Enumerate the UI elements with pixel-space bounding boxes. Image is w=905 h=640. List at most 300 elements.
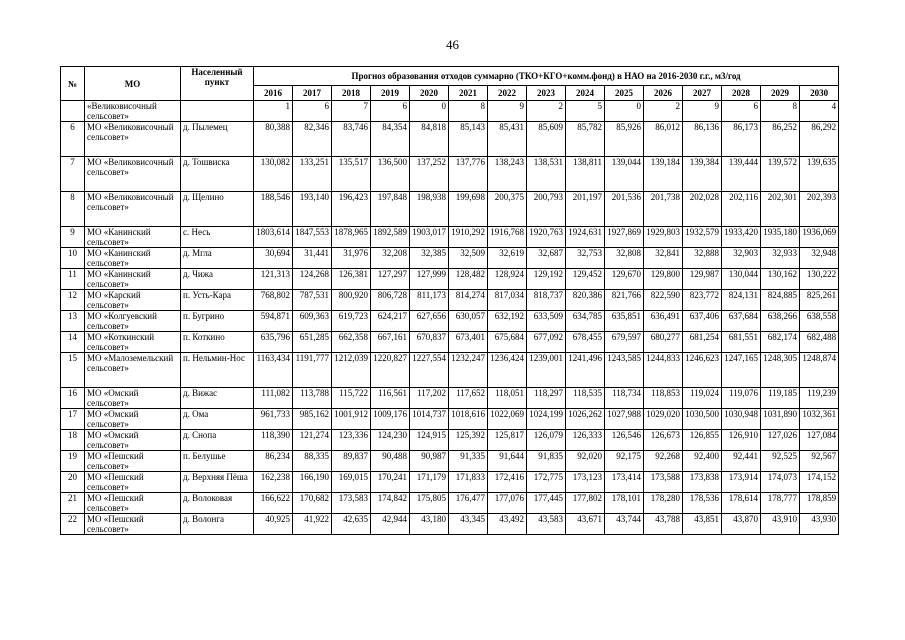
value-cell: 121,313 [254,269,293,290]
value-cell: 0 [605,101,644,122]
value-cell: 821,766 [605,290,644,311]
value-cell: 635,851 [605,311,644,332]
row-number: 14 [61,332,85,353]
value-cell: 1244,833 [644,353,683,388]
value-cell: 6 [722,101,761,122]
value-cell: 1212,039 [332,353,371,388]
value-cell: 127,999 [410,269,449,290]
value-cell: 126,546 [605,430,644,451]
value-cell: 817,034 [488,290,527,311]
value-cell: 126,381 [332,269,371,290]
value-cell: 84,354 [371,122,410,157]
value-cell: 31,976 [332,248,371,269]
locality-cell: д. Щелино [181,192,254,227]
value-cell: 178,280 [644,493,683,514]
value-cell: 679,597 [605,332,644,353]
table-row [61,353,839,388]
value-cell: 43,851 [683,514,722,535]
value-cell: 0 [410,101,449,122]
value-cell: 133,251 [293,157,332,192]
value-cell: 166,622 [254,493,293,514]
value-cell: 1935,180 [761,227,800,248]
value-cell: 124,268 [293,269,332,290]
value-cell: 173,914 [722,472,761,493]
value-cell: 1 [254,101,293,122]
value-cell: 90,987 [410,451,449,472]
value-cell: 139,184 [644,157,683,192]
value-cell: 677,092 [527,332,566,353]
locality-cell: п. Коткино [181,332,254,353]
value-cell: 86,252 [761,122,800,157]
value-cell: 88,335 [293,451,332,472]
year-header: 2028 [722,86,761,101]
value-cell: 89,837 [332,451,371,472]
value-cell: 818,737 [527,290,566,311]
value-cell: 32,948 [800,248,839,269]
value-cell: 115,722 [332,388,371,409]
column-header-forecast: Прогноз образования отходов суммарно (ТКО+КГО+комм.фонд) в НАО на 2016-2030 г.г., м3/год [254,67,839,86]
table-row [61,192,839,227]
value-cell: 176,477 [449,493,488,514]
value-cell: 125,392 [449,430,488,451]
year-header: 2029 [761,86,800,101]
municipality-cell: МО «Пешский сельсовет» [85,451,181,472]
value-cell: 129,192 [527,269,566,290]
municipality-cell: МО «Омский сельсовет» [85,430,181,451]
value-cell: 129,452 [566,269,605,290]
municipality-cell: МО «Великовисочный сельсовет» [85,157,181,192]
year-header: 2019 [371,86,410,101]
value-cell: 1018,616 [449,409,488,430]
value-cell: 177,076 [488,493,527,514]
value-cell: 80,388 [254,122,293,157]
value-cell: 32,933 [761,248,800,269]
value-cell: 128,482 [449,269,488,290]
value-cell: 130,222 [800,269,839,290]
table-row [61,472,839,493]
value-cell: 91,644 [488,451,527,472]
value-cell: 201,738 [644,192,683,227]
value-cell: 5 [566,101,605,122]
locality-cell: п. Бугрино [181,311,254,332]
value-cell: 86,173 [722,122,761,157]
row-number: 13 [61,311,85,332]
locality-cell: п. Усть-Кара [181,290,254,311]
value-cell: 637,406 [683,311,722,332]
value-cell: 1241,496 [566,353,605,388]
value-cell: 171,179 [410,472,449,493]
value-cell: 681,551 [722,332,761,353]
table-row [61,157,839,192]
value-cell: 43,492 [488,514,527,535]
value-cell: 138,531 [527,157,566,192]
value-cell: 820,386 [566,290,605,311]
value-cell: 91,835 [527,451,566,472]
value-cell: 811,173 [410,290,449,311]
value-cell: 92,400 [683,451,722,472]
value-cell: 169,015 [332,472,371,493]
value-cell: 32,509 [449,248,488,269]
value-cell: 1026,262 [566,409,605,430]
year-header: 2026 [644,86,683,101]
value-cell: 32,385 [410,248,449,269]
value-cell: 83,746 [332,122,371,157]
value-cell: 84,818 [410,122,449,157]
value-cell: 139,635 [800,157,839,192]
value-cell: 130,162 [761,269,800,290]
value-cell: 41,922 [293,514,332,535]
value-cell: 43,788 [644,514,683,535]
value-cell: 126,333 [566,430,605,451]
value-cell: 174,073 [761,472,800,493]
value-cell: 171,833 [449,472,488,493]
value-cell: 85,143 [449,122,488,157]
year-header: 2016 [254,86,293,101]
row-number: 10 [61,248,85,269]
table-row [61,122,839,157]
value-cell: 127,026 [761,430,800,451]
value-cell: 7 [332,101,371,122]
municipality-cell: МО «Омский сельсовет» [85,409,181,430]
value-cell: 170,682 [293,493,332,514]
value-cell: 85,782 [566,122,605,157]
value-cell: 40,925 [254,514,293,535]
value-cell: 173,588 [644,472,683,493]
value-cell: 201,536 [605,192,644,227]
value-cell: 1932,579 [683,227,722,248]
value-cell: 823,772 [683,290,722,311]
value-cell: 92,441 [722,451,761,472]
value-cell: 1191,777 [293,353,332,388]
value-cell: 32,888 [683,248,722,269]
table-row [61,430,839,451]
column-header-mo: МО [85,67,181,101]
value-cell: 86,012 [644,122,683,157]
value-cell: 1014,737 [410,409,449,430]
value-cell: 162,238 [254,472,293,493]
value-cell: 32,753 [566,248,605,269]
value-cell: 119,076 [722,388,761,409]
row-number: 17 [61,409,85,430]
locality-cell: д. Мгла [181,248,254,269]
table-row [61,332,839,353]
value-cell: 1929,803 [644,227,683,248]
locality-cell: д. Чижа [181,269,254,290]
value-cell: 681,254 [683,332,722,353]
value-cell: 32,619 [488,248,527,269]
value-cell: 174,152 [800,472,839,493]
value-cell: 619,723 [332,311,371,332]
value-cell: 2 [527,101,566,122]
value-cell: 129,800 [644,269,683,290]
value-cell: 124,915 [410,430,449,451]
locality-cell: п. Нельмин-Нос [181,353,254,388]
municipality-cell: «Великовисочный сельсовет» [85,101,181,122]
year-header: 2017 [293,86,332,101]
value-cell: 139,444 [722,157,761,192]
value-cell: 624,217 [371,311,410,332]
value-cell: 178,777 [761,493,800,514]
value-cell: 43,870 [722,514,761,535]
value-cell: 202,028 [683,192,722,227]
value-cell: 594,871 [254,311,293,332]
value-cell: 8 [449,101,488,122]
value-cell: 135,517 [332,157,371,192]
value-cell: 128,924 [488,269,527,290]
value-cell: 633,509 [527,311,566,332]
value-cell: 1247,165 [722,353,761,388]
value-cell: 116,561 [371,388,410,409]
row-number: 18 [61,430,85,451]
value-cell: 138,243 [488,157,527,192]
value-cell: 662,358 [332,332,371,353]
value-cell: 118,853 [644,388,683,409]
year-header: 2023 [527,86,566,101]
value-cell: 4 [800,101,839,122]
value-cell: 136,500 [371,157,410,192]
value-cell: 1022,069 [488,409,527,430]
locality-cell: д. Снопа [181,430,254,451]
value-cell: 90,488 [371,451,410,472]
value-cell: 30,694 [254,248,293,269]
table-row [61,248,839,269]
value-cell: 1024,199 [527,409,566,430]
value-cell: 119,185 [761,388,800,409]
value-cell: 8 [761,101,800,122]
locality-cell: п. Белушье [181,451,254,472]
municipality-cell: МО «Пешский сельсовет» [85,472,181,493]
value-cell: 1029,020 [644,409,683,430]
value-cell: 680,277 [644,332,683,353]
value-cell: 6 [293,101,332,122]
year-header: 2020 [410,86,449,101]
value-cell: 6 [371,101,410,122]
value-cell: 200,793 [527,192,566,227]
value-cell: 178,614 [722,493,761,514]
value-cell: 42,635 [332,514,371,535]
value-cell: 188,546 [254,192,293,227]
value-cell: 178,101 [605,493,644,514]
value-cell: 92,020 [566,451,605,472]
locality-cell: д. Ома [181,409,254,430]
value-cell: 43,583 [527,514,566,535]
municipality-cell: МО «Пешский сельсовет» [85,493,181,514]
value-cell: 787,531 [293,290,332,311]
row-number: 12 [61,290,85,311]
value-cell: 636,491 [644,311,683,332]
row-number: 15 [61,353,85,388]
value-cell: 1236,424 [488,353,527,388]
value-cell: 137,252 [410,157,449,192]
value-cell: 822,590 [644,290,683,311]
locality-cell: д. Пылемец [181,122,254,157]
value-cell: 170,241 [371,472,410,493]
value-cell: 9 [683,101,722,122]
value-cell: 1910,292 [449,227,488,248]
municipality-cell: МО «Карский сельсовет» [85,290,181,311]
column-header-locality: Населенный пункт [181,67,254,101]
page-number: 46 [446,37,459,52]
value-cell: 678,455 [566,332,605,353]
value-cell: 675,684 [488,332,527,353]
year-header: 2021 [449,86,488,101]
municipality-cell: МО «Канинский сельсовет» [85,227,181,248]
row-number: 16 [61,388,85,409]
value-cell: 1032,361 [800,409,839,430]
value-cell: 1001,912 [332,409,371,430]
value-cell: 1232,247 [449,353,488,388]
value-cell: 113,788 [293,388,332,409]
row-number: 7 [61,157,85,192]
value-cell: 118,297 [527,388,566,409]
row-number: 22 [61,514,85,535]
value-cell: 824,131 [722,290,761,311]
value-cell: 651,285 [293,332,332,353]
value-cell: 173,123 [566,472,605,493]
municipality-cell: МО «Великовисочный сельсовет» [85,122,181,157]
value-cell: 670,837 [410,332,449,353]
locality-cell: д. Вижас [181,388,254,409]
value-cell: 129,987 [683,269,722,290]
row-number: 20 [61,472,85,493]
column-header-number: № [61,67,85,101]
table-row [61,451,839,472]
value-cell: 1933,420 [722,227,761,248]
row-number: 21 [61,493,85,514]
value-cell: 32,808 [605,248,644,269]
value-cell: 86,136 [683,122,722,157]
value-cell: 92,567 [800,451,839,472]
value-cell: 139,572 [761,157,800,192]
value-cell: 630,057 [449,311,488,332]
value-cell: 177,802 [566,493,605,514]
value-cell: 609,363 [293,311,332,332]
value-cell: 198,938 [410,192,449,227]
value-cell: 824,885 [761,290,800,311]
value-cell: 111,082 [254,388,293,409]
value-cell: 126,855 [683,430,722,451]
value-cell: 126,910 [722,430,761,451]
waste-forecast-table [60,66,839,535]
table-row [61,311,839,332]
municipality-cell: МО «Малоземельский сельсовет» [85,353,181,388]
year-header: 2024 [566,86,605,101]
value-cell: 1248,874 [800,353,839,388]
value-cell: 43,930 [800,514,839,535]
value-cell: 1916,768 [488,227,527,248]
municipality-cell: МО «Омский сельсовет» [85,388,181,409]
value-cell: 200,375 [488,192,527,227]
value-cell: 1030,948 [722,409,761,430]
value-cell: 1027,988 [605,409,644,430]
value-cell: 178,536 [683,493,722,514]
value-cell: 118,535 [566,388,605,409]
value-cell: 673,401 [449,332,488,353]
value-cell: 632,192 [488,311,527,332]
value-cell: 125,817 [488,430,527,451]
value-cell: 138,811 [566,157,605,192]
value-cell: 178,859 [800,493,839,514]
locality-cell: д. Волонга [181,514,254,535]
value-cell: 129,670 [605,269,644,290]
table-row [61,290,839,311]
value-cell: 92,268 [644,451,683,472]
value-cell: 118,051 [488,388,527,409]
value-cell: 175,805 [410,493,449,514]
value-cell: 43,345 [449,514,488,535]
value-cell: 1239,001 [527,353,566,388]
value-cell: 634,785 [566,311,605,332]
value-cell: 637,684 [722,311,761,332]
year-header: 2025 [605,86,644,101]
value-cell: 172,416 [488,472,527,493]
value-cell: 119,239 [800,388,839,409]
value-cell: 682,174 [761,332,800,353]
value-cell: 174,842 [371,493,410,514]
value-cell: 806,728 [371,290,410,311]
table-row [61,514,839,535]
locality-cell: д. Тошвиска [181,157,254,192]
year-header: 2027 [683,86,722,101]
value-cell: 172,775 [527,472,566,493]
value-cell: 768,802 [254,290,293,311]
value-cell: 92,525 [761,451,800,472]
value-cell: 43,671 [566,514,605,535]
municipality-cell: МО «Колгуевский сельсовет» [85,311,181,332]
value-cell: 173,838 [683,472,722,493]
value-cell: 197,848 [371,192,410,227]
value-cell: 117,652 [449,388,488,409]
municipality-cell: МО «Канинский сельсовет» [85,248,181,269]
value-cell: 126,079 [527,430,566,451]
value-cell: 1163,434 [254,353,293,388]
value-cell: 199,698 [449,192,488,227]
value-cell: 118,734 [605,388,644,409]
value-cell: 137,776 [449,157,488,192]
table-row [61,388,839,409]
value-cell: 42,944 [371,514,410,535]
value-cell: 825,261 [800,290,839,311]
value-cell: 1892,589 [371,227,410,248]
value-cell: 91,335 [449,451,488,472]
value-cell: 32,903 [722,248,761,269]
value-cell: 32,841 [644,248,683,269]
value-cell: 1903,017 [410,227,449,248]
value-cell: 31,441 [293,248,332,269]
municipality-cell: МО «Коткинский сельсовет» [85,332,181,353]
value-cell: 202,116 [722,192,761,227]
value-cell: 814,274 [449,290,488,311]
value-cell: 202,301 [761,192,800,227]
row-number [61,101,85,122]
value-cell: 92,175 [605,451,644,472]
municipality-cell: МО «Великовисочный сельсовет» [85,192,181,227]
row-number: 8 [61,192,85,227]
value-cell: 43,180 [410,514,449,535]
row-number: 11 [61,269,85,290]
year-header: 2018 [332,86,371,101]
value-cell: 201,197 [566,192,605,227]
value-cell: 124,230 [371,430,410,451]
value-cell: 173,583 [332,493,371,514]
value-cell: 1878,965 [332,227,371,248]
value-cell: 1927,869 [605,227,644,248]
value-cell: 139,384 [683,157,722,192]
value-cell: 638,266 [761,311,800,332]
value-cell: 2 [644,101,683,122]
municipality-cell: МО «Пешский сельсовет» [85,514,181,535]
table-row [61,269,839,290]
